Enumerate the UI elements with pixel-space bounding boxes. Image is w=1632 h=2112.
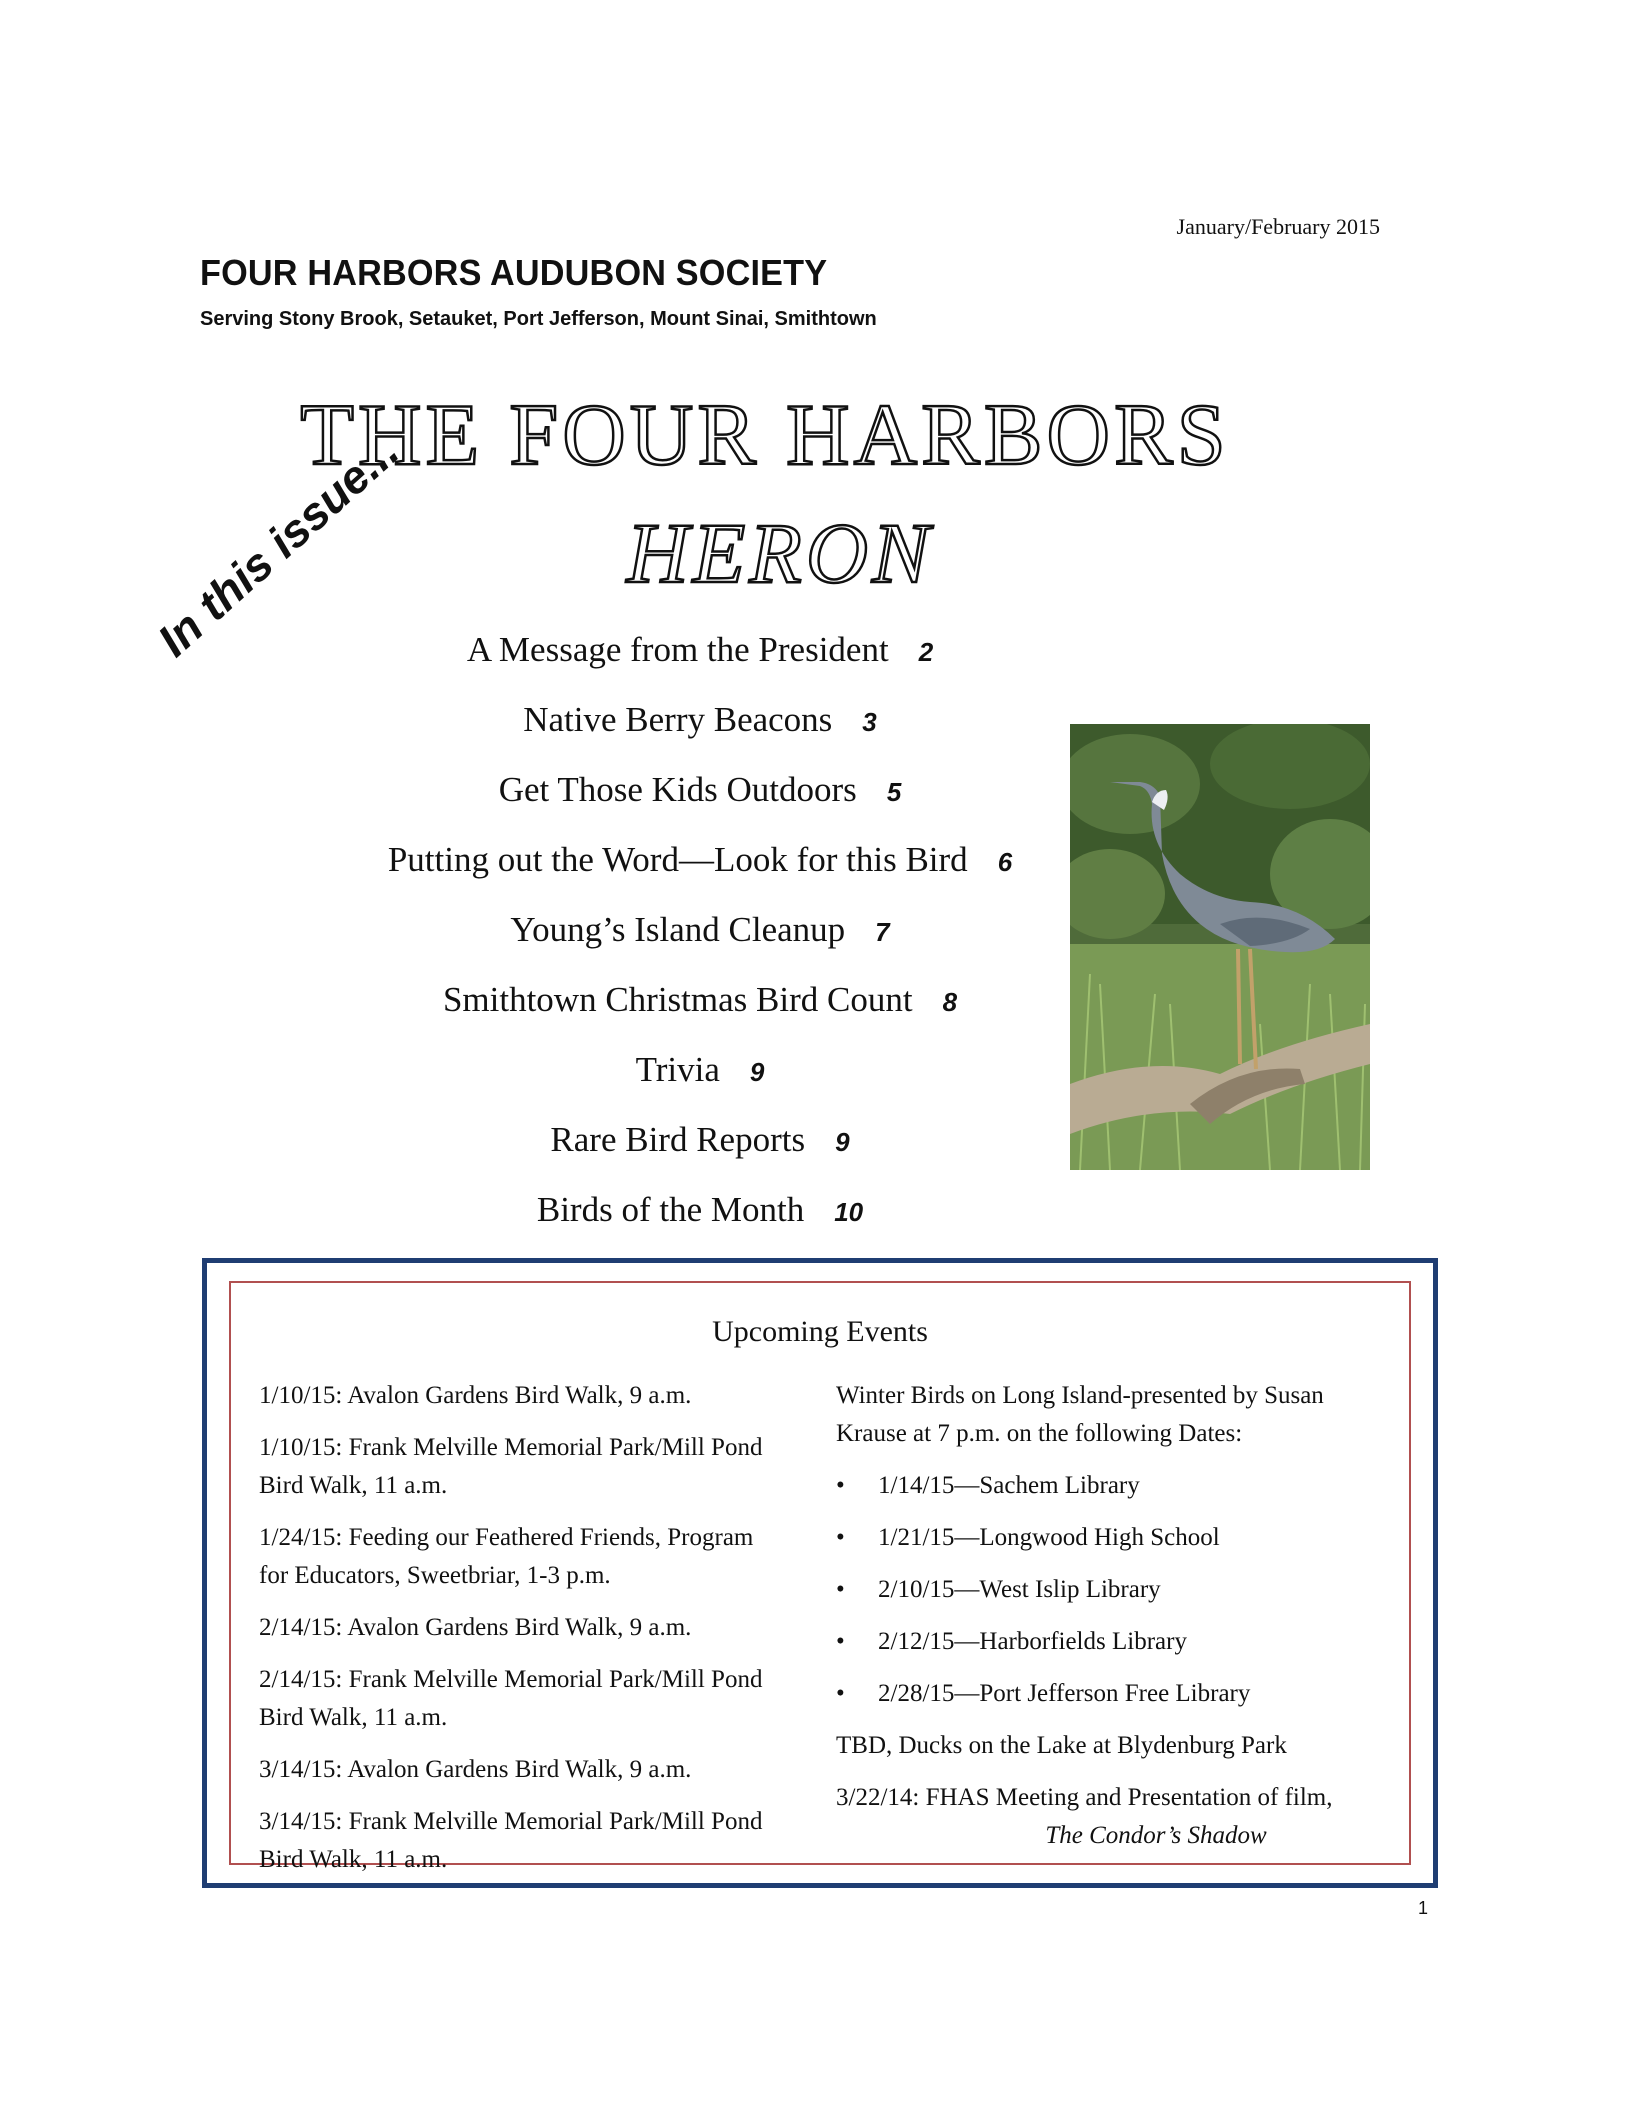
toc-item — [330, 980, 1070, 1050]
library-date: 2/10/15—West Islip Library — [878, 1576, 1161, 1603]
winter-birds-intro: Winter Birds on Long Island-presented by Susan Krause at 7 p.m. on the following Dates: — [836, 1382, 1324, 1447]
toc-page: 9 — [835, 1127, 850, 1157]
toc-item — [330, 840, 1070, 910]
list-item — [836, 1623, 1396, 1661]
events-box — [202, 1258, 1438, 1888]
bullet-icon: • — [836, 1472, 845, 1499]
toc-title: Get Those Kids Outdoors — [498, 770, 857, 809]
toc-item — [330, 770, 1070, 840]
toc-page: 7 — [875, 917, 890, 947]
toc-item — [330, 630, 1070, 700]
toc-title: Trivia — [635, 1050, 720, 1089]
page-number: 1 — [1418, 1898, 1429, 1918]
event-item: 1/10/15: Frank Melville Memorial Park/Mill Pond Bird Walk, 11 a.m. — [259, 1434, 763, 1499]
org-tagline: Serving Stony Brook, Setauket, Port Jefferson, Mount Sinai, Smithtown — [200, 308, 877, 330]
event-item: 1/10/15: Avalon Gardens Bird Walk, 9 a.m. — [259, 1382, 692, 1409]
newsletter-subtitle: HERON — [626, 505, 934, 601]
toc-title: Rare Bird Reports — [550, 1120, 806, 1159]
toc-item — [330, 1050, 1070, 1120]
events-right-column — [836, 1377, 1396, 1855]
toc-title: Smithtown Christmas Bird Count — [442, 980, 913, 1019]
newsletter-title: THE FOUR HARBORS — [300, 387, 1230, 484]
list-item — [836, 1675, 1396, 1713]
list-item — [836, 1571, 1396, 1609]
list-item — [836, 1467, 1396, 1505]
toc-page: 2 — [918, 637, 934, 667]
events-inner-frame — [229, 1281, 1411, 1873]
event-item: 2/14/15: Avalon Gardens Bird Walk, 9 a.m. — [259, 1614, 692, 1641]
event-item: 2/14/15: Frank Melville Memorial Park/Mill Pond Bird Walk, 11 a.m. — [259, 1666, 763, 1731]
toc-item — [330, 700, 1070, 770]
library-date: 2/12/15—Harborfields Library — [878, 1628, 1187, 1655]
bullet-icon: • — [836, 1524, 845, 1551]
events-left-column — [259, 1377, 779, 1893]
toc-title: A Message from the President — [466, 630, 889, 669]
bullet-icon: • — [836, 1628, 845, 1655]
toc-title: Birds of the Month — [536, 1190, 805, 1229]
toc-page: 8 — [942, 987, 958, 1017]
toc-page: 3 — [862, 707, 877, 737]
toc-item — [330, 1190, 1070, 1260]
toc-page: 6 — [997, 847, 1013, 877]
events-title: Upcoming Events — [712, 1315, 928, 1348]
library-date: 1/14/15—Sachem Library — [878, 1472, 1140, 1499]
issue-date: January/February 2015 — [1176, 214, 1380, 239]
heron-photo — [1070, 724, 1370, 1170]
bullet-icon: • — [836, 1576, 845, 1603]
toc-title: Young’s Island Cleanup — [510, 910, 846, 949]
org-name: FOUR HARBORS AUDUBON SOCIETY — [200, 252, 828, 293]
event-item: 1/24/15: Feeding our Feathered Friends, Program for Educators, Sweetbriar, 1-3 p.m. — [259, 1524, 754, 1589]
library-date: 2/28/15—Port Jefferson Free Library — [878, 1680, 1251, 1707]
toc-title: Native Berry Beacons — [523, 700, 833, 739]
toc-page: 9 — [749, 1057, 765, 1087]
toc-title: Putting out the Word—Look for this Bird — [387, 840, 968, 879]
meeting-event: 3/22/14: FHAS Meeting and Presentation of film, — [836, 1784, 1333, 1811]
film-title: The Condor’s Shadow — [1045, 1822, 1267, 1849]
toc-page: 5 — [886, 777, 902, 807]
toc-item — [330, 910, 1070, 980]
toc-item — [330, 1120, 1070, 1190]
table-of-contents — [330, 630, 1070, 1260]
event-item: 3/14/15: Frank Melville Memorial Park/Mill Pond Bird Walk, 11 a.m. — [259, 1808, 763, 1873]
event-item: 3/14/15: Avalon Gardens Bird Walk, 9 a.m. — [259, 1756, 692, 1783]
ducks-event: TBD, Ducks on the Lake at Blydenburg Park — [836, 1732, 1287, 1759]
library-date: 1/21/15—Longwood High School — [878, 1524, 1220, 1551]
bullet-icon: • — [836, 1680, 845, 1707]
in-this-issue-label: In this issue... — [147, 424, 409, 667]
list-item — [836, 1519, 1396, 1557]
toc-page: 10 — [834, 1197, 864, 1227]
